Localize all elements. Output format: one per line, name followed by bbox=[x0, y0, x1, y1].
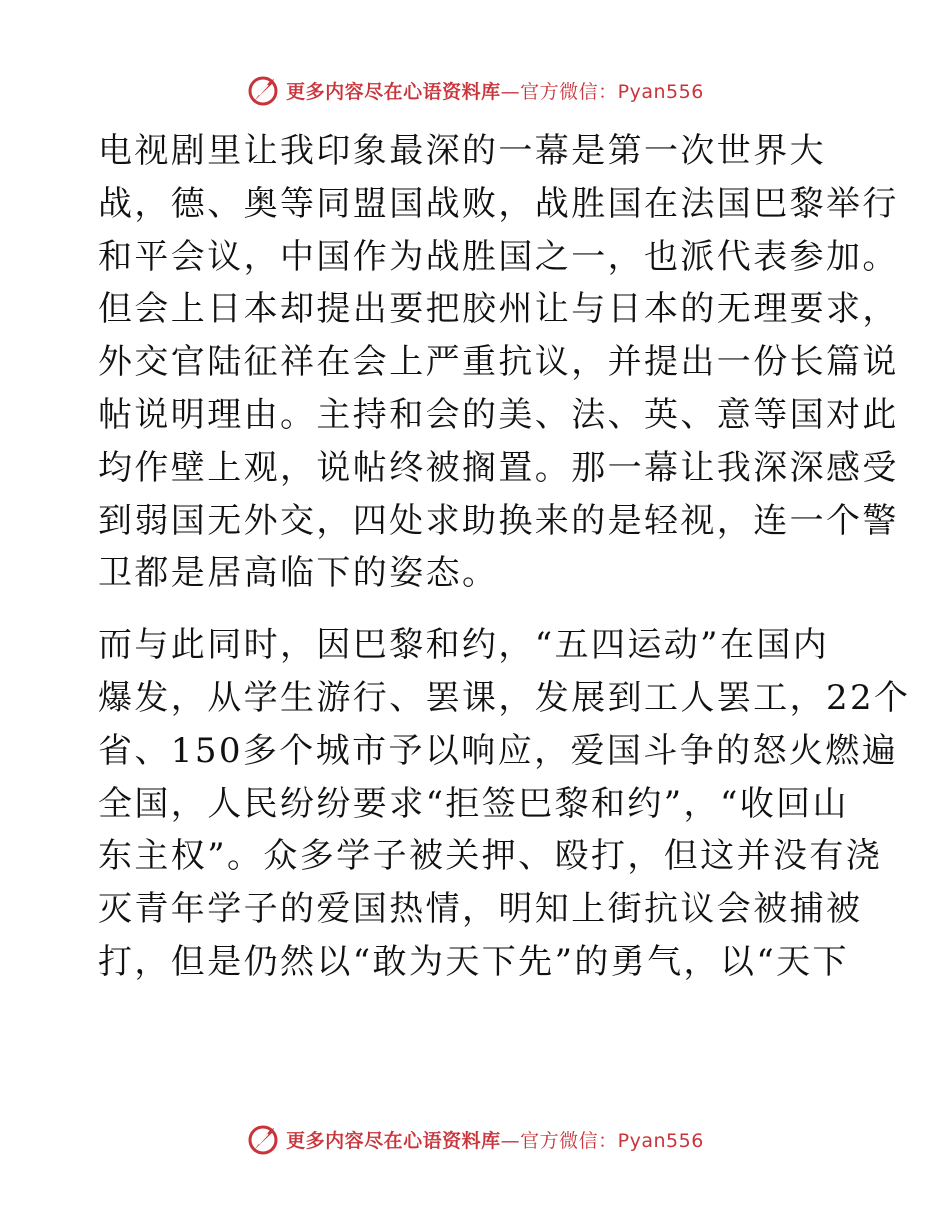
text-line: 爆发，从学生游行、罢课，发展到工人罢工，22个 bbox=[98, 677, 911, 718]
text-line: 全国，人民纷纷要求“拒签巴黎和约”，“收回山 bbox=[98, 783, 849, 824]
watermark-separator: — bbox=[500, 80, 521, 103]
text-line: 帖说明理由。主持和会的美、法、英、意等国对此 bbox=[98, 394, 899, 435]
header-watermark bbox=[0, 70, 950, 110]
watermark-contact: 官方微信：Pyan556 bbox=[520, 80, 704, 103]
document-body bbox=[98, 125, 911, 989]
text-line: 东主权”。众多学子被关押、殴打，但这并没有浇 bbox=[98, 836, 883, 877]
text-line: 省、150多个城市予以响应，爱国斗争的怒火燃遍 bbox=[98, 730, 899, 771]
text-line: 和平会议，中国作为战胜国之一，也派代表参加。 bbox=[98, 236, 899, 277]
text-line: 战，德、奥等同盟国战败，战胜国在法国巴黎举行 bbox=[98, 183, 899, 224]
text-line: 而与此同时，因巴黎和约，“五四运动”在国内 bbox=[98, 625, 830, 666]
watermark-text bbox=[286, 77, 704, 104]
watermark-title: 更多内容尽在心语资料库 bbox=[286, 80, 501, 103]
text-line: 均作壁上观，说帖终被搁置。那一幕让我深深感受 bbox=[98, 447, 899, 488]
watermark-title: 更多内容尽在心语资料库 bbox=[286, 1129, 501, 1152]
quill-logo-icon bbox=[246, 73, 280, 107]
paragraph-2 bbox=[98, 619, 911, 989]
text-line: 打，但是仍然以“敢为天下先”的勇气，以“天下 bbox=[98, 941, 849, 982]
watermark-separator: — bbox=[500, 1129, 521, 1152]
text-line: 卫都是居高临下的姿态。 bbox=[98, 553, 499, 594]
watermark-text bbox=[286, 1126, 704, 1153]
paragraph-1 bbox=[98, 125, 899, 600]
watermark-contact: 官方微信：Pyan556 bbox=[520, 1129, 704, 1152]
text-line: 灭青年学子的爱国热情，明知上街抗议会被捕被 bbox=[98, 889, 863, 930]
text-line: 外交官陆征祥在会上严重抗议，并提出一份长篇说 bbox=[98, 342, 899, 383]
text-line: 但会上日本却提出要把胶州让与日本的无理要求， bbox=[98, 289, 899, 330]
text-line: 电视剧里让我印象最深的一幕是第一次世界大 bbox=[98, 131, 826, 171]
text-line: 到弱国无外交，四处求助换来的是轻视，连一个警 bbox=[98, 500, 899, 541]
quill-logo-icon bbox=[246, 1122, 280, 1156]
footer-watermark bbox=[0, 1119, 950, 1159]
